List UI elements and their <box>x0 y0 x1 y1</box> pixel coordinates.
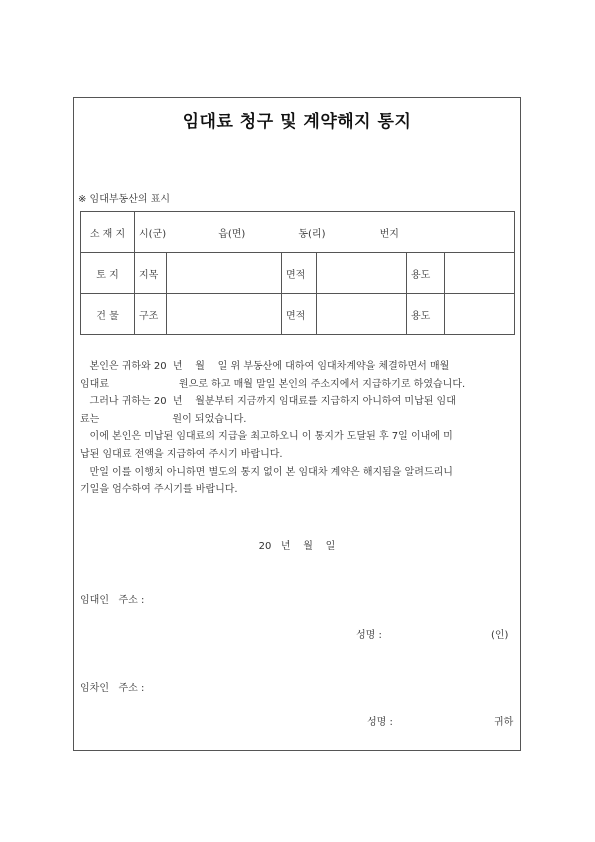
location-label: 소 재 지 <box>81 212 135 253</box>
landlord-name-label: 성명 : <box>356 630 382 641</box>
building-use-value[interactable] <box>445 294 515 335</box>
tenant-name-label: 성명 : <box>367 717 393 728</box>
land-category-value[interactable] <box>167 253 282 294</box>
land-area-label: 면적 <box>282 253 317 294</box>
building-structure-label: 구조 <box>135 294 167 335</box>
building-area-value[interactable] <box>317 294 407 335</box>
si-label: 시(군) <box>139 228 167 240</box>
eup-label: 읍(면) <box>218 228 246 240</box>
location-cell <box>135 212 515 253</box>
body-line: 만일 이를 이행치 아니하면 별도의 통지 없이 본 임대차 계약은 해지됨을 알려드리니 <box>80 466 453 478</box>
tenant-address-label: 임차인 주소 : <box>80 683 145 694</box>
table-row-building <box>81 294 515 335</box>
building-area-label: 면적 <box>282 294 317 335</box>
land-category-label: 지목 <box>135 253 167 294</box>
landlord-seal: (인) <box>491 630 509 641</box>
body-line: 본인은 귀하와 20 년 월 일 위 부동산에 대하여 임대차계약을 체결하면서 매월 <box>80 361 450 372</box>
property-table <box>80 211 515 335</box>
land-use-value[interactable] <box>445 253 515 294</box>
body-line: 그러나 귀하는 20 년 월분부터 지금까지 임대료를 지급하지 아니하여 미납된 임대 <box>80 396 456 408</box>
body-line: 임대료 원으로 하고 매월 말일 본인의 주소지에서 지급하기로 하였습니다. <box>80 378 466 390</box>
tenant-honorific: 귀하 <box>494 717 514 728</box>
building-use-label: 용도 <box>407 294 445 335</box>
body-line: 납된 임대료 전액을 지급하여 주시기 바랍니다. <box>80 448 283 460</box>
beonji-label: 번지 <box>379 228 399 240</box>
notice-body <box>80 358 516 499</box>
land-label: 토 지 <box>81 253 135 294</box>
property-note: ※ 임대부동산의 표시 <box>78 194 171 205</box>
document-title: 임대료 청구 및 계약해지 통지 <box>182 112 412 132</box>
landlord-address-label: 임대인 주소 : <box>80 595 145 606</box>
dong-label: 동(리) <box>298 228 326 240</box>
table-row-land <box>81 253 515 294</box>
building-label: 건 물 <box>81 294 135 335</box>
body-line: 이에 본인은 미납된 임대료의 지급을 최고하오니 이 통지가 도달된 후 7일 이내에 미 <box>80 431 453 443</box>
notice-date: 20 년 월 일 <box>258 541 336 552</box>
building-structure-value[interactable] <box>167 294 282 335</box>
land-area-value[interactable] <box>317 253 407 294</box>
body-line: 료는 원이 되었습니다. <box>80 413 247 425</box>
table-row-location <box>81 212 515 253</box>
body-line: 기일을 엄수하여 주시기를 바랍니다. <box>80 484 238 496</box>
land-use-label: 용도 <box>407 253 445 294</box>
